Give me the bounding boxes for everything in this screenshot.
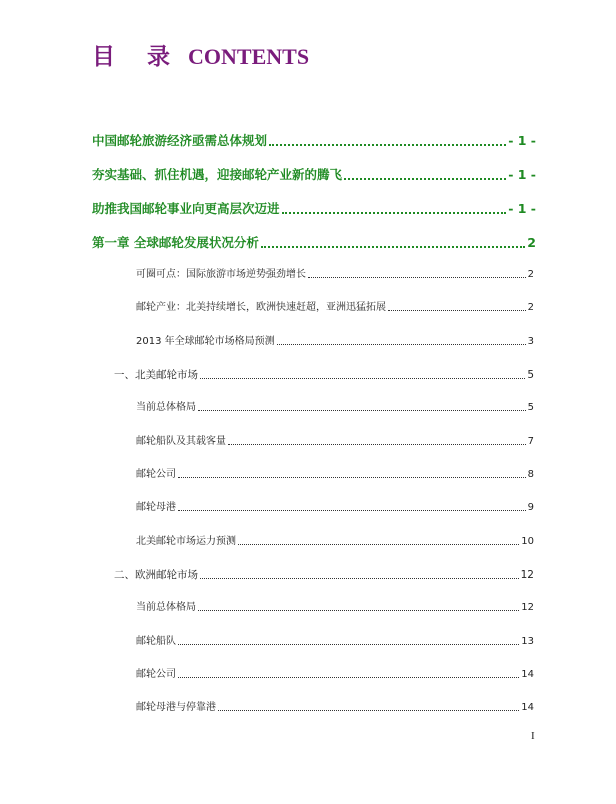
toc-entry[interactable] [92,169,536,182]
toc-leader-dots [261,246,525,248]
toc-leader-dots [344,178,506,180]
toc-entry-label: 中国邮轮旅游经济亟需总体规划 [92,133,268,148]
toc-leader-dots [200,378,525,379]
toc-entry-page: 14 [521,702,534,713]
toc-leader-dots [388,310,526,311]
toc-leader-dots [198,610,519,611]
toc-entry[interactable] [136,403,534,413]
toc-leader-dots [198,410,526,411]
toc-entry-page: 2 [527,235,536,250]
toc-leader-dots [308,277,526,278]
toc-entry-label: 邮轮公司 [136,669,176,680]
toc-leader-dots [282,212,507,214]
toc-entry-label: 邮轮船队及其载客量 [136,436,226,447]
toc-entry[interactable] [114,570,534,581]
toc-entry-label: 夯实基础、抓住机遇，迎接邮轮产业新的腾飞 [92,167,343,182]
toc-entry-label: 邮轮母港 [136,502,176,513]
page-number: I [531,730,535,742]
toc-entry[interactable] [136,637,534,647]
toc-entry-label: 二、欧洲邮轮市场 [114,569,198,581]
toc-entry-page: 2 [527,269,534,280]
toc-entry-page: 14 [521,669,534,680]
toc-leader-dots [200,578,519,579]
toc-entry-label: 一、北美邮轮市场 [114,369,198,381]
toc-leader-dots [218,710,519,711]
toc-entry-page: - 1 - [508,133,536,148]
toc-entry-page: 12 [521,602,534,613]
toc-entry-page: 2 [527,302,534,313]
toc-entry-page: - 1 - [508,167,536,182]
toc-entry[interactable] [136,270,534,280]
toc-entry[interactable] [136,537,534,547]
toc-entry[interactable] [136,603,534,613]
toc-entry[interactable] [136,470,534,480]
toc-entry[interactable] [92,237,536,250]
toc-leader-dots [178,644,519,645]
toc-entry-page: 8 [527,469,534,480]
toc-entry[interactable] [136,337,534,347]
toc-leader-dots [228,444,526,445]
toc-entry-label: 当前总体格局 [136,602,196,613]
toc-entry-label: 第一章 全球邮轮发展状况分析 [92,235,259,250]
toc-entry[interactable] [92,135,536,148]
toc-entry-label: 当前总体格局 [136,402,196,413]
toc-leader-dots [178,677,519,678]
toc-entry[interactable] [92,203,536,216]
toc-entry-page: 13 [521,636,534,647]
toc-entry-page: 9 [527,502,534,513]
toc-leader-dots [277,344,526,345]
toc-leader-dots [269,144,506,146]
toc-entry-label: 2013 年全球邮轮市场格局预测 [136,336,275,347]
toc-entry-label: 邮轮船队 [136,636,176,647]
toc-entry-label: 可圈可点：国际旅游市场逆势强劲增长 [136,269,306,280]
toc-entry-page: 7 [527,436,534,447]
toc-entry[interactable] [136,703,534,713]
toc-entry-label: 助推我国邮轮事业向更高层次迈进 [92,201,280,216]
toc-entry-label: 北美邮轮市场运力预测 [136,536,236,547]
toc-leader-dots [238,544,519,545]
toc-entry-page: 12 [520,569,534,581]
toc-entry[interactable] [136,437,534,447]
toc-leader-dots [178,477,526,478]
toc-entry[interactable] [136,670,534,680]
toc-entry-page: 10 [521,536,534,547]
toc-entry-page: - 1 - [508,201,536,216]
toc-entry-label: 邮轮产业：北美持续增长，欧洲快速赶超，亚洲迅猛拓展 [136,302,386,313]
toc-entry-page: 5 [527,402,534,413]
contents-title-cn: 目 录 [92,44,183,70]
toc-entry-page: 3 [527,336,534,347]
toc-leader-dots [178,510,526,511]
toc-entry[interactable] [136,503,534,513]
toc-entry-label: 邮轮公司 [136,469,176,480]
toc-entry[interactable] [114,370,534,381]
toc-entry-page: 5 [527,369,534,381]
contents-title-en: CONTENTS [188,44,310,69]
toc-entry-label: 邮轮母港与停靠港 [136,702,216,713]
toc-entry[interactable] [136,303,534,313]
